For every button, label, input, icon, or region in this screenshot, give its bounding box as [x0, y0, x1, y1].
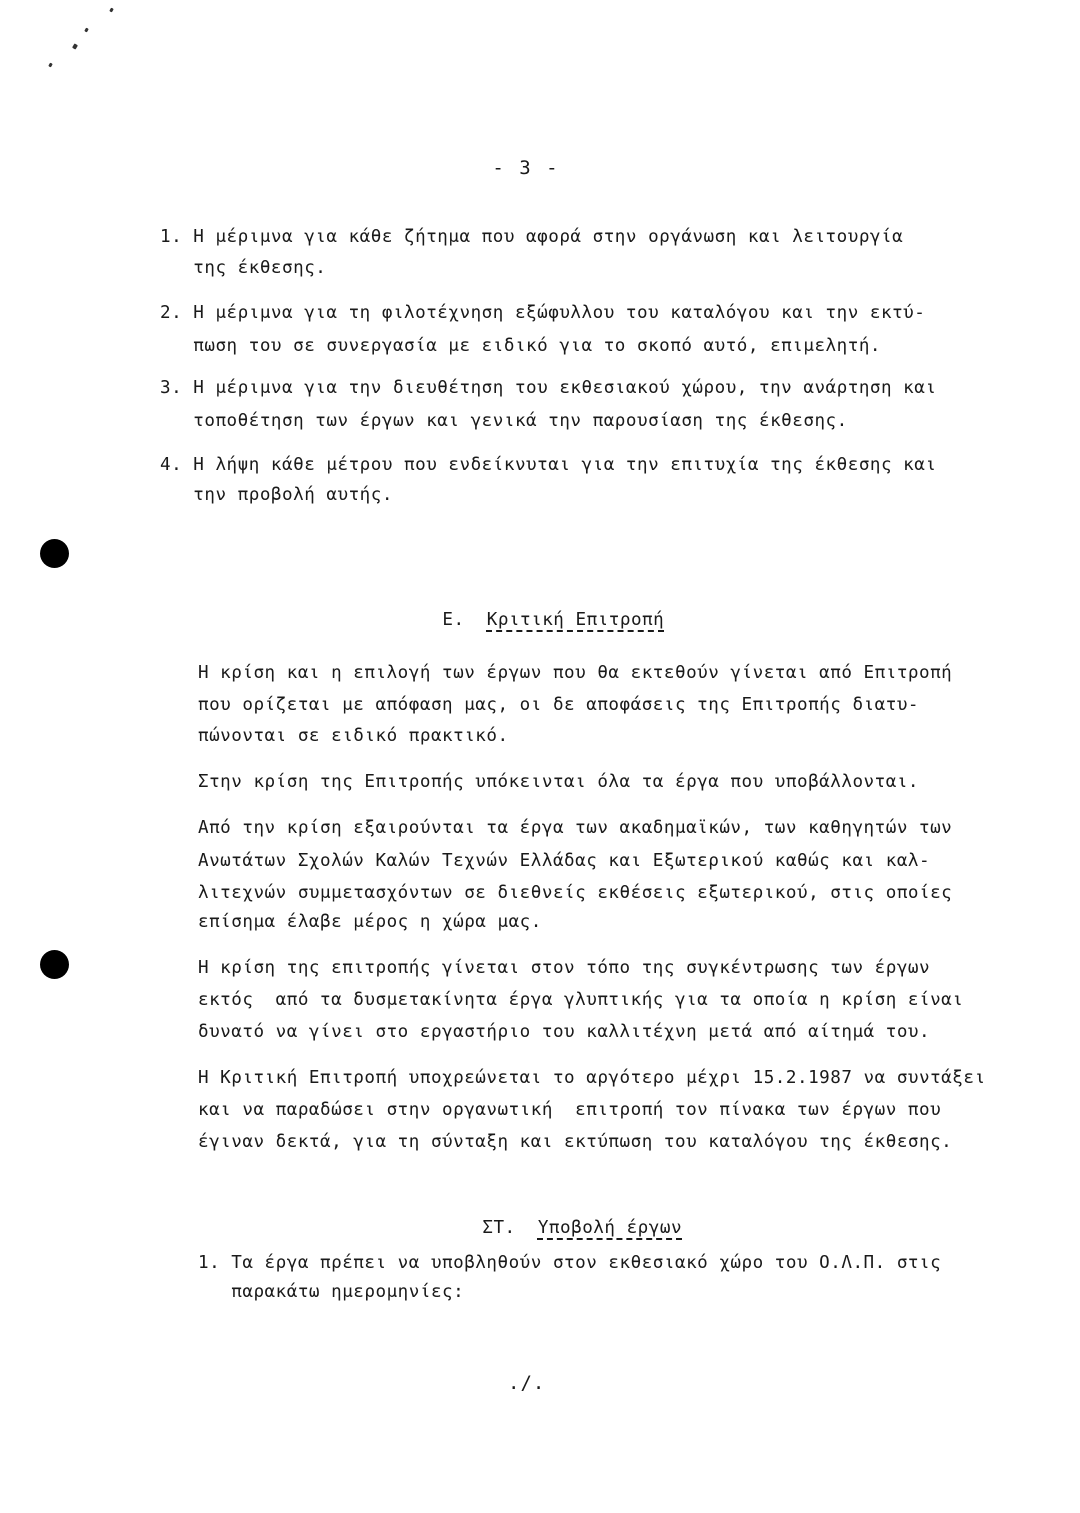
- page-number-text: - 3 -: [492, 157, 560, 179]
- section-e-para-4-line-3: δυνατό να γίνει στο εργαστήριο του καλλιτέχνη μετά από αίτημά του.: [198, 1022, 931, 1042]
- section-e-prefix: Ε.: [442, 610, 465, 630]
- section-e-heading: [398, 590, 664, 650]
- scan-speck: [48, 63, 53, 68]
- list-item-1-line-2: της έκθεσης.: [160, 258, 327, 278]
- section-e-para-1-line-1: Η κρίση και η επιλογή των έργων που θα εκτεθούν γίνεται από Επιτροπή: [198, 663, 953, 683]
- punch-hole-bottom: [40, 950, 69, 979]
- section-e-para-1-line-3: πώνονται σε ειδικό πρακτικό.: [198, 726, 509, 746]
- page-number: [0, 157, 1080, 179]
- scan-speck: [84, 28, 89, 33]
- list-item-3-line-1: 3. Η μέριμνα για την διευθέτηση του εκθεσιακού χώρου, την ανάρτηση και: [160, 378, 937, 398]
- list-item-2-line-2: πωση του σε συνεργασία με ειδικό για το σκοπό αυτό, επιμελητή.: [160, 336, 882, 356]
- scan-speck: [109, 8, 114, 13]
- section-st-item-1-line-2: παρακάτω ημερομηνίες:: [198, 1282, 465, 1302]
- section-e-para-2-line-1: Στην κρίση της Επιτροπής υπόκεινται όλα τα έργα που υποβάλλονται.: [198, 772, 920, 792]
- list-item-3-line-2: τοποθέτηση των έργων και γενικά την παρουσίαση της έκθεσης.: [160, 411, 848, 431]
- section-st-heading: [438, 1198, 682, 1258]
- list-item-4-line-1: 4. Η λήψη κάθε μέτρου που ενδείκνυται για την επιτυχία της έκθεσης και: [160, 455, 937, 475]
- section-e-para-5-line-2: και να παραδώσει στην οργανωτική επιτροπή τον πίνακα των έργων που: [198, 1100, 942, 1120]
- section-e-title: Κριτική Επιτροπή: [486, 610, 665, 630]
- list-item-2-line-1: 2. Η μέριμνα για τη φιλοτέχνηση εξώφυλλου του καταλόγου και την εκτύ-: [160, 303, 926, 323]
- section-e-para-5-line-3: έγιναν δεκτά, για τη σύνταξη και εκτύπωση του καταλόγου της έκθεσης.: [198, 1132, 953, 1152]
- section-e-para-3-line-2: Ανωτάτων Σχολών Καλών Τεχνών Ελλάδας και Εξωτερικού καθώς και καλ-: [198, 851, 931, 871]
- section-st-title: Υποβολή έργων: [537, 1218, 683, 1238]
- list-item-4-line-2: την προβολή αυτής.: [160, 485, 393, 505]
- section-e-para-4-line-1: Η κρίση της επιτροπής γίνεται στον τόπο της συγκέντρωσης των έργων: [198, 958, 931, 978]
- section-e-para-1-line-2: που ορίζεται με απόφαση μας, οι δε αποφάσεις της Επιτροπής διατυ-: [198, 695, 920, 715]
- section-e-para-3-line-4: επίσημα έλαβε μέρος η χώρα μας.: [198, 912, 542, 932]
- section-e-para-5-line-1: Η Κριτική Επιτροπή υποχρεώνεται το αργότερο μέχρι 15.2.1987 να συντάξει: [198, 1068, 986, 1088]
- section-e-para-4-line-2: εκτός από τα δυσμετακίνητα έργα γλυπτικής για τα οποία η κρίση είναι: [198, 990, 964, 1010]
- section-e-para-3-line-3: λιτεχνών συμμετασχόντων σε διεθνείς εκθέσεις εξωτερικού, στις οποίες: [198, 883, 953, 903]
- section-st-prefix: ΣΤ.: [482, 1218, 516, 1238]
- punch-hole-top: [40, 539, 69, 568]
- continuation-mark: ./.: [508, 1372, 546, 1394]
- scan-speck: [72, 43, 78, 49]
- section-st-item-1-line-1: 1. Τα έργα πρέπει να υποβληθούν στον εκθεσιακό χώρο του Ο.Λ.Π. στις: [198, 1253, 942, 1273]
- list-item-1-line-1: 1. Η μέριμνα για κάθε ζήτημα που αφορά στην οργάνωση και λειτουργία: [160, 227, 904, 247]
- section-e-para-3-line-1: Από την κρίση εξαιρούνται τα έργα των ακαδημαϊκών, των καθηγητών των: [198, 818, 953, 838]
